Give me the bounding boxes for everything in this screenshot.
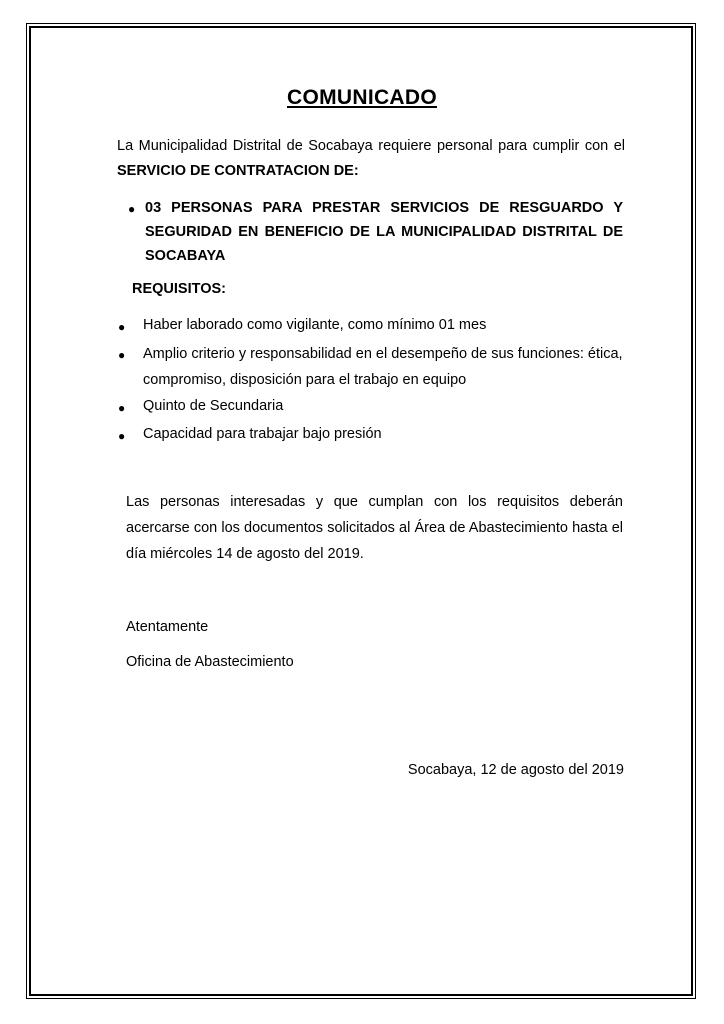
requirement-bullet-icon: ●: [118, 320, 126, 334]
closing-paragraph: Las personas interesadas y que cumplan con los requisitos deberán acercarse con los documentos solicitados al Área de Abastecimiento hasta el día miércoles 14 de agosto del 2019.: [126, 494, 623, 562]
requirement-bullet-icon: ●: [118, 401, 126, 415]
service-bullet-icon: ●: [128, 202, 136, 216]
salutation: Atentamente: [126, 619, 209, 635]
requirements-heading: REQUISITOS:: [132, 281, 226, 297]
service-item: 03 PERSONAS PARA PRESTAR SERVICIOS DE RESGUARDO Y SEGURIDAD EN BENEFICIO DE LA MUNICIPALIDAD DISTRITAL DE SOCABAYA: [145, 200, 623, 264]
requirement-bullet-icon: ●: [118, 429, 126, 443]
requirement-item: Quinto de Secundaria: [143, 398, 284, 414]
requirement-item: Amplio criterio y responsabilidad en el desempeño de sus funciones: ética, compromiso, disposición para el trabajo en equipo: [143, 346, 623, 388]
place-date: Socabaya, 12 de agosto del 2019: [407, 762, 624, 778]
requirement-item: Haber laborado como vigilante, como mínimo 01 mes: [143, 317, 487, 333]
service-label: SERVICIO DE CONTRATACION DE:: [117, 163, 359, 179]
intro-text: La Municipalidad Distrital de Socabaya requiere personal para cumplir con el: [117, 138, 625, 154]
office-signature: Oficina de Abastecimiento: [126, 654, 294, 670]
intro-paragraph: [117, 134, 625, 184]
document-title: COMUNICADO: [287, 86, 437, 109]
requirement-item: Capacidad para trabajar bajo presión: [143, 426, 382, 442]
requirement-bullet-icon: ●: [118, 348, 126, 362]
